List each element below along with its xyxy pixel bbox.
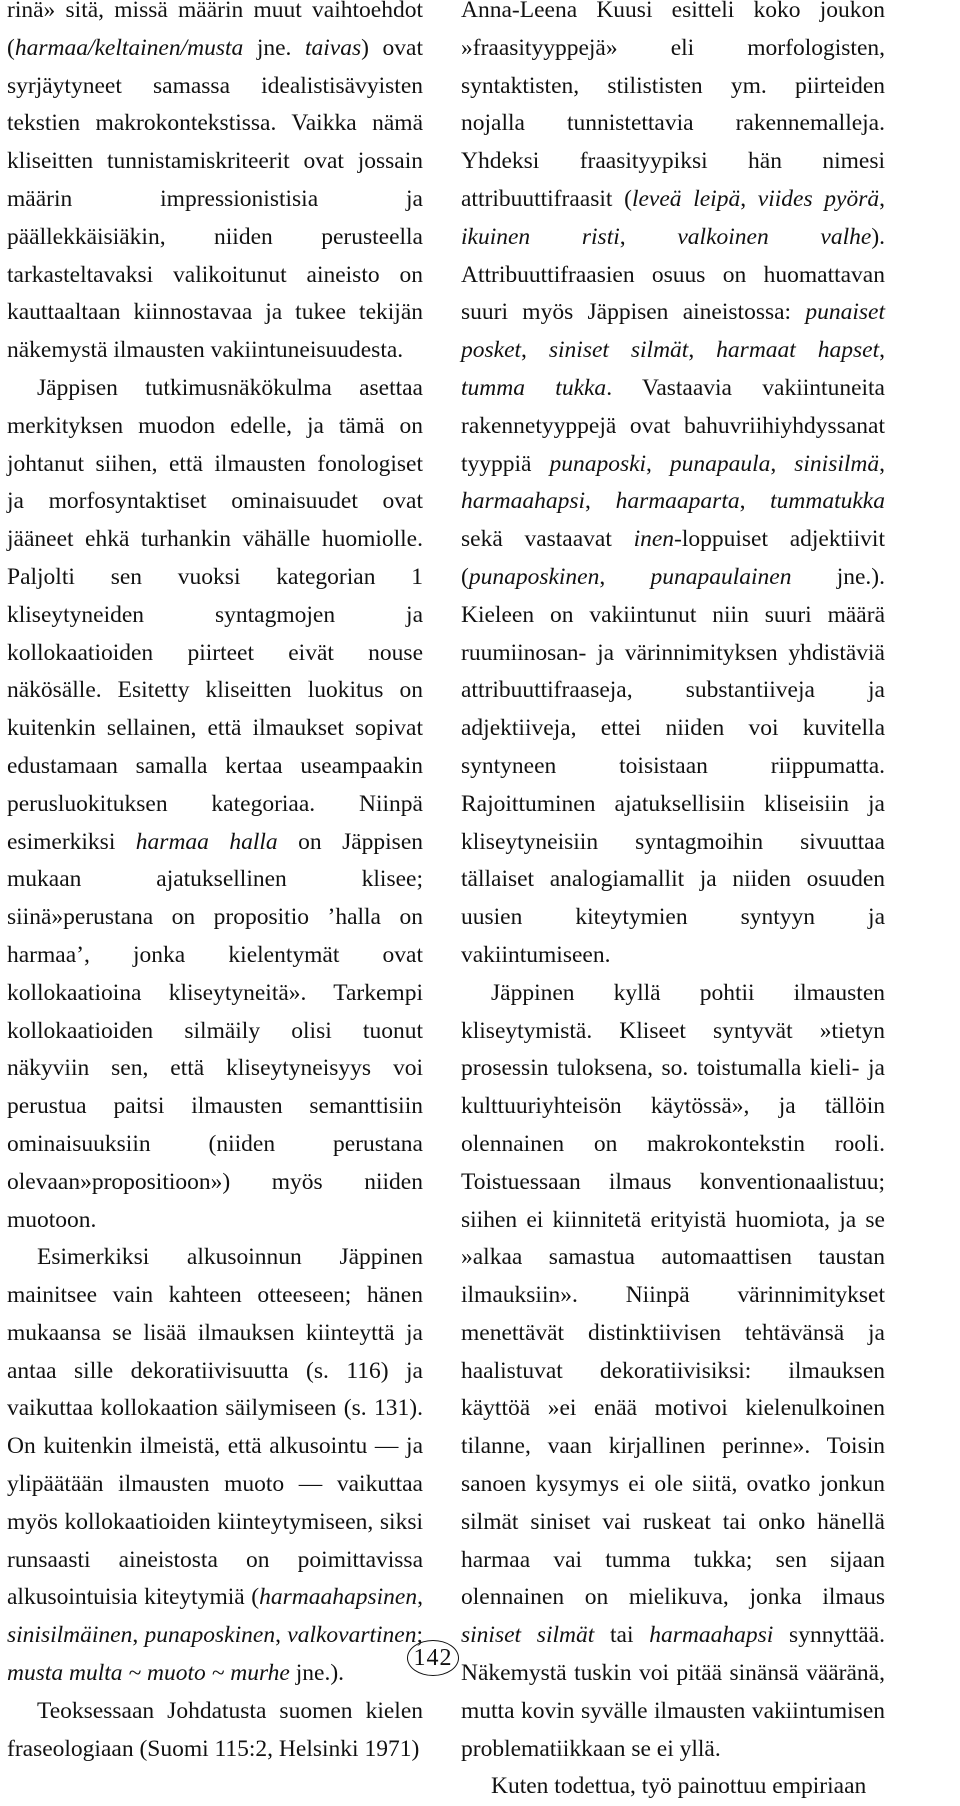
paragraph: Jäppisen tutkimusnäkökulma asettaa merkityksen muodon edelle, ja tämä on johtanut siihen, että ilmausten fonologiset ja morfosyntaktiset ominaisuudet ovat jääneet ehkä turhankin vähälle huomiolle. Paljolti sen vuoksi kategorian 1 kliseytyneiden syntagmojen ja kollokaatioiden piirteet eivät nouse näkösälle. Esitetty kliseitten luokitus on kuitenkin sellainen, että ilmaukset sopivat edustamaan samalla kertaa useampaakin perusluokituksen kategoriaa. Niinpä esimerkiksi harmaa halla on Jäppisen mukaan ajatuksellinen klisee; siinä»perustana on propositio ’halla on harmaa’, jonka kielentymät ovat kollokaatioina kliseytyneitä». Tarkempi kollokaatioiden silmäily olisi tuonut näkyviin sen, että kliseytyneisyys voi perustua paitsi ilmausten semanttisiin ominaisuuksiin (niiden perustana olevaan»propositioon») myös niiden muotoon.	[7, 374, 423, 1233]
paragraph: Esimerkiksi alkusoinnun Jäppinen mainitsee vain kahteen otteeseen; hänen mukaansa se lisää ilmauksen kiinteyttä ja antaa sille dekoratiivisuutta (s. 116) ja vaikuttaa kollokaation säilymiseen (s. 131). On kuitenkin ilmeistä, että alkusointu — ja ylipäätään ilmausten muoto — vaikuttaa myös kollokaatioiden kiinteytymiseen, siksi runsaasti aineistosta on poimittavissa alkusointuisia kiteytymiä (harmaahapsinen, sinisilmäinen, punaposkinen, valkovartinen; musta multa ~ muoto ~ murhe jne.).	[7, 1244, 424, 1687]
paragraph: Jäppinen kyllä pohtii ilmausten kliseytymistä. Kliseet syntyvät »tietyn prosessin tuloksena, so. toistumalla kieli- ja kulttuuriyhteisön käytössä», ja tällöin olennainen on makrokontekstin rooli. Toistuessaan ilmaus konventionaalistuu; siihen ei kiinnitetä erityistä huomiota, ja se »alkaa samastua automaattisen taustan ilmauksiin». Niinpä värinnimitykset menettävät distinktiivisen tehtävänsä ja haalistuvat dekoratiivisiksi: ilmauksen käyttöä »ei enää motivoi kielenulkoinen tilanne, vaan kirjallinen perinne». Toisin sanoen kysymys ei ole siitä, ovatko jonkun silmät siniset vai ruskeat tai onko hänellä harmaa vai tumma tukka; sen sijaan olennainen on mielikuva, jonka ilmaus siniset silmät tai harmaahapsi synnyttää. Näkemystä tuskin voi pitää sinänsä vääränä, mutta kovin syvälle ilmausten vakiintumisen problematiikkaan se ei yllä.	[461, 979, 885, 1762]
left-column	[7, 0, 423, 1768]
paragraph: Teoksessaan Johdatusta suomen kielen fraseologiaan (Suomi 115:2, Helsinki 1971)	[7, 1697, 423, 1762]
page-number-text: 142	[413, 1644, 453, 1671]
right-column	[461, 0, 885, 1806]
page-number	[407, 1640, 459, 1676]
paragraph: Kuten todettua, työ painottuu empiriaan	[491, 1773, 867, 1800]
paragraph: rinä» sitä, missä määrin muut vaihtoehdot (harmaa/keltainen/musta jne. taivas) ovat syrjäytyneet samassa idealistisävyisten tekstien makrokontekstissa. Vaikka nämä kliseitten tunnistamiskriteerit ovat jossain määrin impressionistisia ja päällekkäisiäkin, niiden perusteella tarkasteltavaksi valikoitunut aineisto on kauttaaltaan kiinnostavaa ja tukee tekijän näkemystä ilmausten vakiintuneisuudesta.	[7, 0, 423, 364]
paragraph: Anna-Leena Kuusi esitteli koko joukon »fraasityyppejä» eli morfologisten, syntaktisten, stilististen ym. piirteiden nojalla tunnistettavia rakennemalleja. Yhdeksi fraasityypiksi hän nimesi attribuuttifraasit (leveä leipä, viides pyörä, ikuinen risti, valkoinen valhe). Attribuuttifraasien osuus on huomattavan suuri myös Jäppisen aineistossa: punaiset posket, siniset silmät, harmaat hapset, tumma tukka. Vastaavia vakiintuneita rakennetyyppejä ovat bahuvriihiyhdyssanat tyyppiä punaposki, punapaula, sinisilmä, harmaahapsi, harmaaparta, tummatukka sekä vastaavat inen-loppuiset adjektiivit (punaposkinen, punapaulainen jne.). Kieleen on vakiintunut niin suuri määrä ruumiinosan- ja värinnimityksen yhdistäviä attribuuttifraaseja, substantiiveja ja adjektiiveja, ettei niiden voi kuvitella syntyneen toisistaan riippumatta. Rajoittuminen ajatuksellisiin kliseisiin ja kliseytyneisiin syntagmoihin sivuuttaa tällaiset analogiamallit ja niiden osuuden uusien kiteytymien syntyyn ja vakiintumiseen.	[461, 0, 886, 968]
